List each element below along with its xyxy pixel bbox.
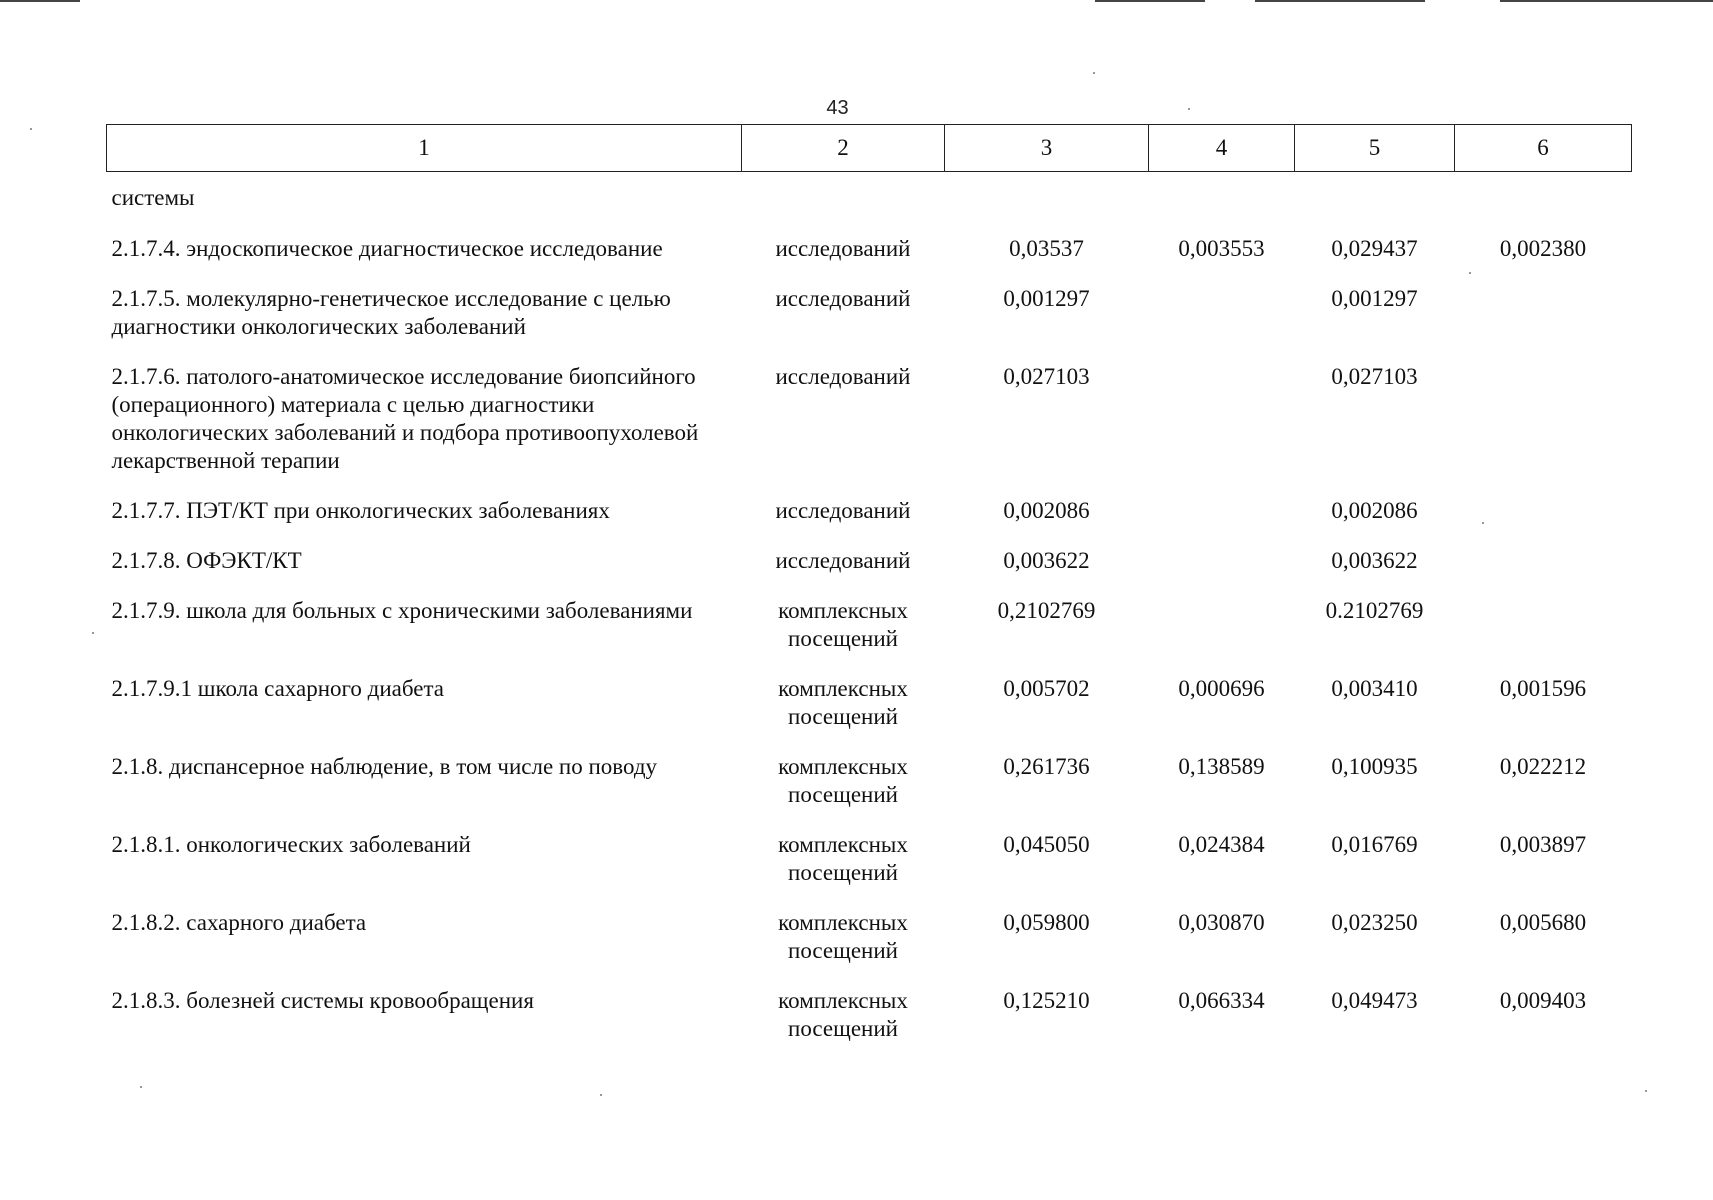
row-value-col5 <box>1295 664 1455 742</box>
cell-text: 2.1.7.4. эндоскопическое диагностическое исследование <box>111 236 663 261</box>
row-value-col4 <box>1149 664 1295 742</box>
row-unit-cell <box>742 742 945 820</box>
cell-text: комплексных посещений <box>778 832 908 885</box>
row-name-cell <box>107 274 742 352</box>
row-unit-cell <box>742 664 945 742</box>
cell-text: системы <box>111 185 195 210</box>
row-unit-cell <box>742 274 945 352</box>
cell-text: 0,100935 <box>1331 754 1418 779</box>
scan-edge-line <box>0 0 80 2</box>
row-value-col6 <box>1455 224 1632 274</box>
cell-text: 0,001297 <box>1003 286 1090 311</box>
row-name-cell <box>107 586 742 664</box>
column-header: 1 <box>107 125 742 172</box>
column-header: 6 <box>1455 125 1632 172</box>
cell-text: 0,027103 <box>1003 364 1090 389</box>
row-unit-cell <box>742 586 945 664</box>
table-row <box>107 664 1632 742</box>
cell-text <box>742 172 945 196</box>
cell-text: 0,138589 <box>1178 754 1265 779</box>
row-value-col6 <box>1455 664 1632 742</box>
row-unit-cell <box>742 172 945 225</box>
row-value-col5 <box>1295 820 1455 898</box>
table-row <box>107 536 1632 586</box>
row-value-col6 <box>1455 172 1632 225</box>
row-unit-cell <box>742 352 945 486</box>
cell-text: 0,000696 <box>1178 676 1265 701</box>
row-value-col3 <box>945 898 1149 976</box>
row-value-col5 <box>1295 742 1455 820</box>
cell-text <box>1295 172 1455 196</box>
table-row <box>107 274 1632 352</box>
cell-text: 2.1.7.9. школа для больных с хроническими заболеваниями <box>111 598 693 623</box>
row-value-col4 <box>1149 820 1295 898</box>
cell-text: 0,001596 <box>1499 676 1587 701</box>
cell-text: 0,002086 <box>1003 498 1090 523</box>
cell-text: 0,045050 <box>1003 832 1090 857</box>
row-value-col6 <box>1455 898 1632 976</box>
cell-text: 0,049473 <box>1331 988 1418 1013</box>
cell-text: 0,016769 <box>1331 832 1418 857</box>
row-unit-cell <box>742 898 945 976</box>
row-value-col4 <box>1149 486 1295 536</box>
cell-text <box>1149 172 1295 196</box>
cell-text: исследований <box>775 286 911 311</box>
cell-text: 2.1.8.1. онкологических заболеваний <box>111 832 471 857</box>
row-value-col5 <box>1295 586 1455 664</box>
table-row <box>107 742 1632 820</box>
scan-speck <box>1645 1090 1647 1092</box>
row-value-col3 <box>945 976 1149 1054</box>
cell-text: 2.1.7.6. патолого-анатомическое исследование биопсийного (операционного) материала с целью диагностики онкологических заболеваний и подбора противоопухолевой лекарственной терапии <box>111 364 699 473</box>
cell-text: 0,003410 <box>1331 676 1418 701</box>
row-value-col6 <box>1455 742 1632 820</box>
cell-text: 0,003897 <box>1499 832 1587 857</box>
cell-text: комплексных посещений <box>778 988 908 1041</box>
cell-text <box>1149 352 1295 374</box>
cell-text: 0,125210 <box>1003 988 1090 1013</box>
row-name-cell <box>107 742 742 820</box>
row-name-cell <box>107 224 742 274</box>
table-row <box>107 820 1632 898</box>
scan-edge-line <box>1255 0 1425 2</box>
row-value-col6 <box>1455 820 1632 898</box>
cell-text: исследований <box>775 364 911 389</box>
scan-speck <box>92 632 94 634</box>
cell-text: 0,261736 <box>1003 754 1090 779</box>
row-value-col3 <box>945 536 1149 586</box>
row-value-col5 <box>1295 976 1455 1054</box>
row-value-col4 <box>1149 224 1295 274</box>
row-unit-cell <box>742 486 945 536</box>
row-name-cell <box>107 486 742 536</box>
row-value-col5 <box>1295 274 1455 352</box>
row-value-col6 <box>1455 274 1632 352</box>
cell-text <box>1455 486 1632 508</box>
row-value-col3 <box>945 586 1149 664</box>
column-header: 3 <box>945 125 1149 172</box>
column-header: 4 <box>1149 125 1295 172</box>
row-value-col4 <box>1149 742 1295 820</box>
scan-speck <box>140 1086 142 1088</box>
cell-text: 0,002380 <box>1499 236 1587 261</box>
cell-text: комплексных посещений <box>778 676 908 729</box>
row-name-cell <box>107 664 742 742</box>
column-header: 5 <box>1295 125 1455 172</box>
cell-text: 0.2102769 <box>1325 598 1424 623</box>
cell-text: комплексных посещений <box>778 910 908 963</box>
row-value-col3 <box>945 224 1149 274</box>
cell-text <box>1149 486 1295 508</box>
row-value-col6 <box>1455 352 1632 486</box>
row-value-col5 <box>1295 352 1455 486</box>
row-name-cell <box>107 352 742 486</box>
row-value-col4 <box>1149 536 1295 586</box>
row-value-col6 <box>1455 536 1632 586</box>
cell-text <box>1455 274 1632 296</box>
row-value-col3 <box>945 664 1149 742</box>
table-row <box>107 898 1632 976</box>
cell-text: 2.1.7.8. ОФЭКТ/КТ <box>111 548 302 573</box>
cell-text <box>945 172 1149 196</box>
cell-text: 0,029437 <box>1331 236 1418 261</box>
column-header: 2 <box>742 125 945 172</box>
cell-text <box>1455 536 1632 558</box>
row-unit-cell <box>742 224 945 274</box>
scan-speck <box>1093 72 1095 74</box>
row-value-col4 <box>1149 274 1295 352</box>
row-value-col5 <box>1295 172 1455 225</box>
row-value-col5 <box>1295 898 1455 976</box>
table-row <box>107 224 1632 274</box>
row-value-col4 <box>1149 898 1295 976</box>
table-row <box>107 352 1632 486</box>
cell-text <box>1149 536 1295 558</box>
cell-text: 0,009403 <box>1499 988 1587 1013</box>
row-unit-cell <box>742 536 945 586</box>
row-value-col6 <box>1455 976 1632 1054</box>
cell-text: 0,066334 <box>1178 988 1265 1013</box>
cell-text <box>1455 586 1632 608</box>
table-body <box>107 172 1632 1055</box>
cell-text: исследований <box>775 236 911 261</box>
scan-speck <box>600 1094 602 1096</box>
row-value-col6 <box>1455 586 1632 664</box>
row-name-cell <box>107 536 742 586</box>
cell-text: 0,003553 <box>1178 236 1265 261</box>
cell-text: 0,003622 <box>1003 548 1090 573</box>
row-value-col3 <box>945 820 1149 898</box>
cell-text: 0,003622 <box>1331 548 1418 573</box>
table-row <box>107 486 1632 536</box>
scan-edge-line <box>1500 0 1713 2</box>
row-name-cell <box>107 820 742 898</box>
row-value-col4 <box>1149 586 1295 664</box>
page-number: 43 <box>826 97 849 119</box>
cell-text: 0,022212 <box>1499 754 1587 779</box>
row-name-cell <box>107 172 742 225</box>
cell-text: 0,024384 <box>1178 832 1265 857</box>
cell-text <box>1149 274 1295 296</box>
row-value-col3 <box>945 274 1149 352</box>
scan-edge-line <box>1095 0 1205 2</box>
cell-text: 2.1.8. диспансерное наблюдение, в том числе по поводу <box>111 754 658 779</box>
cell-text: 0,005702 <box>1003 676 1090 701</box>
row-value-col4 <box>1149 352 1295 486</box>
row-value-col3 <box>945 486 1149 536</box>
cell-text: 0,030870 <box>1178 910 1265 935</box>
row-value-col5 <box>1295 224 1455 274</box>
cell-text: 0,005680 <box>1499 910 1587 935</box>
cell-text: 0,023250 <box>1331 910 1418 935</box>
cell-text: 2.1.8.2. сахарного диабета <box>111 910 367 935</box>
scan-speck <box>1188 108 1190 110</box>
cell-text <box>1455 352 1632 374</box>
scan-speck <box>30 128 32 130</box>
row-value-col5 <box>1295 486 1455 536</box>
cell-text <box>1149 586 1295 608</box>
table-header-row <box>107 125 1632 172</box>
cell-text: исследований <box>775 498 911 523</box>
cell-text: комплексных посещений <box>778 754 908 807</box>
table-row <box>107 586 1632 664</box>
row-value-col3 <box>945 352 1149 486</box>
cell-text: 2.1.7.9.1 школа сахарного диабета <box>111 676 444 701</box>
cell-text <box>1455 172 1632 196</box>
cell-text: исследований <box>775 548 911 573</box>
cell-text: 2.1.7.5. молекулярно-генетическое исследование с целью диагностики онкологических заболеваний <box>111 286 671 339</box>
cell-text: 0,001297 <box>1331 286 1418 311</box>
row-value-col5 <box>1295 536 1455 586</box>
row-name-cell <box>107 976 742 1054</box>
cell-text: 2.1.7.7. ПЭТ/КТ при онкологических заболеваниях <box>111 498 610 523</box>
row-unit-cell <box>742 976 945 1054</box>
cell-text: комплексных посещений <box>778 598 908 651</box>
table-row <box>107 976 1632 1054</box>
data-table <box>106 124 1632 1054</box>
cell-text: 0,03537 <box>1009 236 1084 261</box>
row-name-cell <box>107 898 742 976</box>
row-value-col3 <box>945 172 1149 225</box>
cell-text: 0,2102769 <box>997 598 1096 623</box>
cell-text: 0,027103 <box>1331 364 1418 389</box>
row-value-col6 <box>1455 486 1632 536</box>
table-row <box>107 172 1632 225</box>
row-value-col4 <box>1149 976 1295 1054</box>
row-unit-cell <box>742 820 945 898</box>
row-value-col3 <box>945 742 1149 820</box>
cell-text: 2.1.8.3. болезней системы кровообращения <box>111 988 534 1013</box>
cell-text: 0,059800 <box>1003 910 1090 935</box>
row-value-col4 <box>1149 172 1295 225</box>
cell-text: 0,002086 <box>1331 498 1418 523</box>
